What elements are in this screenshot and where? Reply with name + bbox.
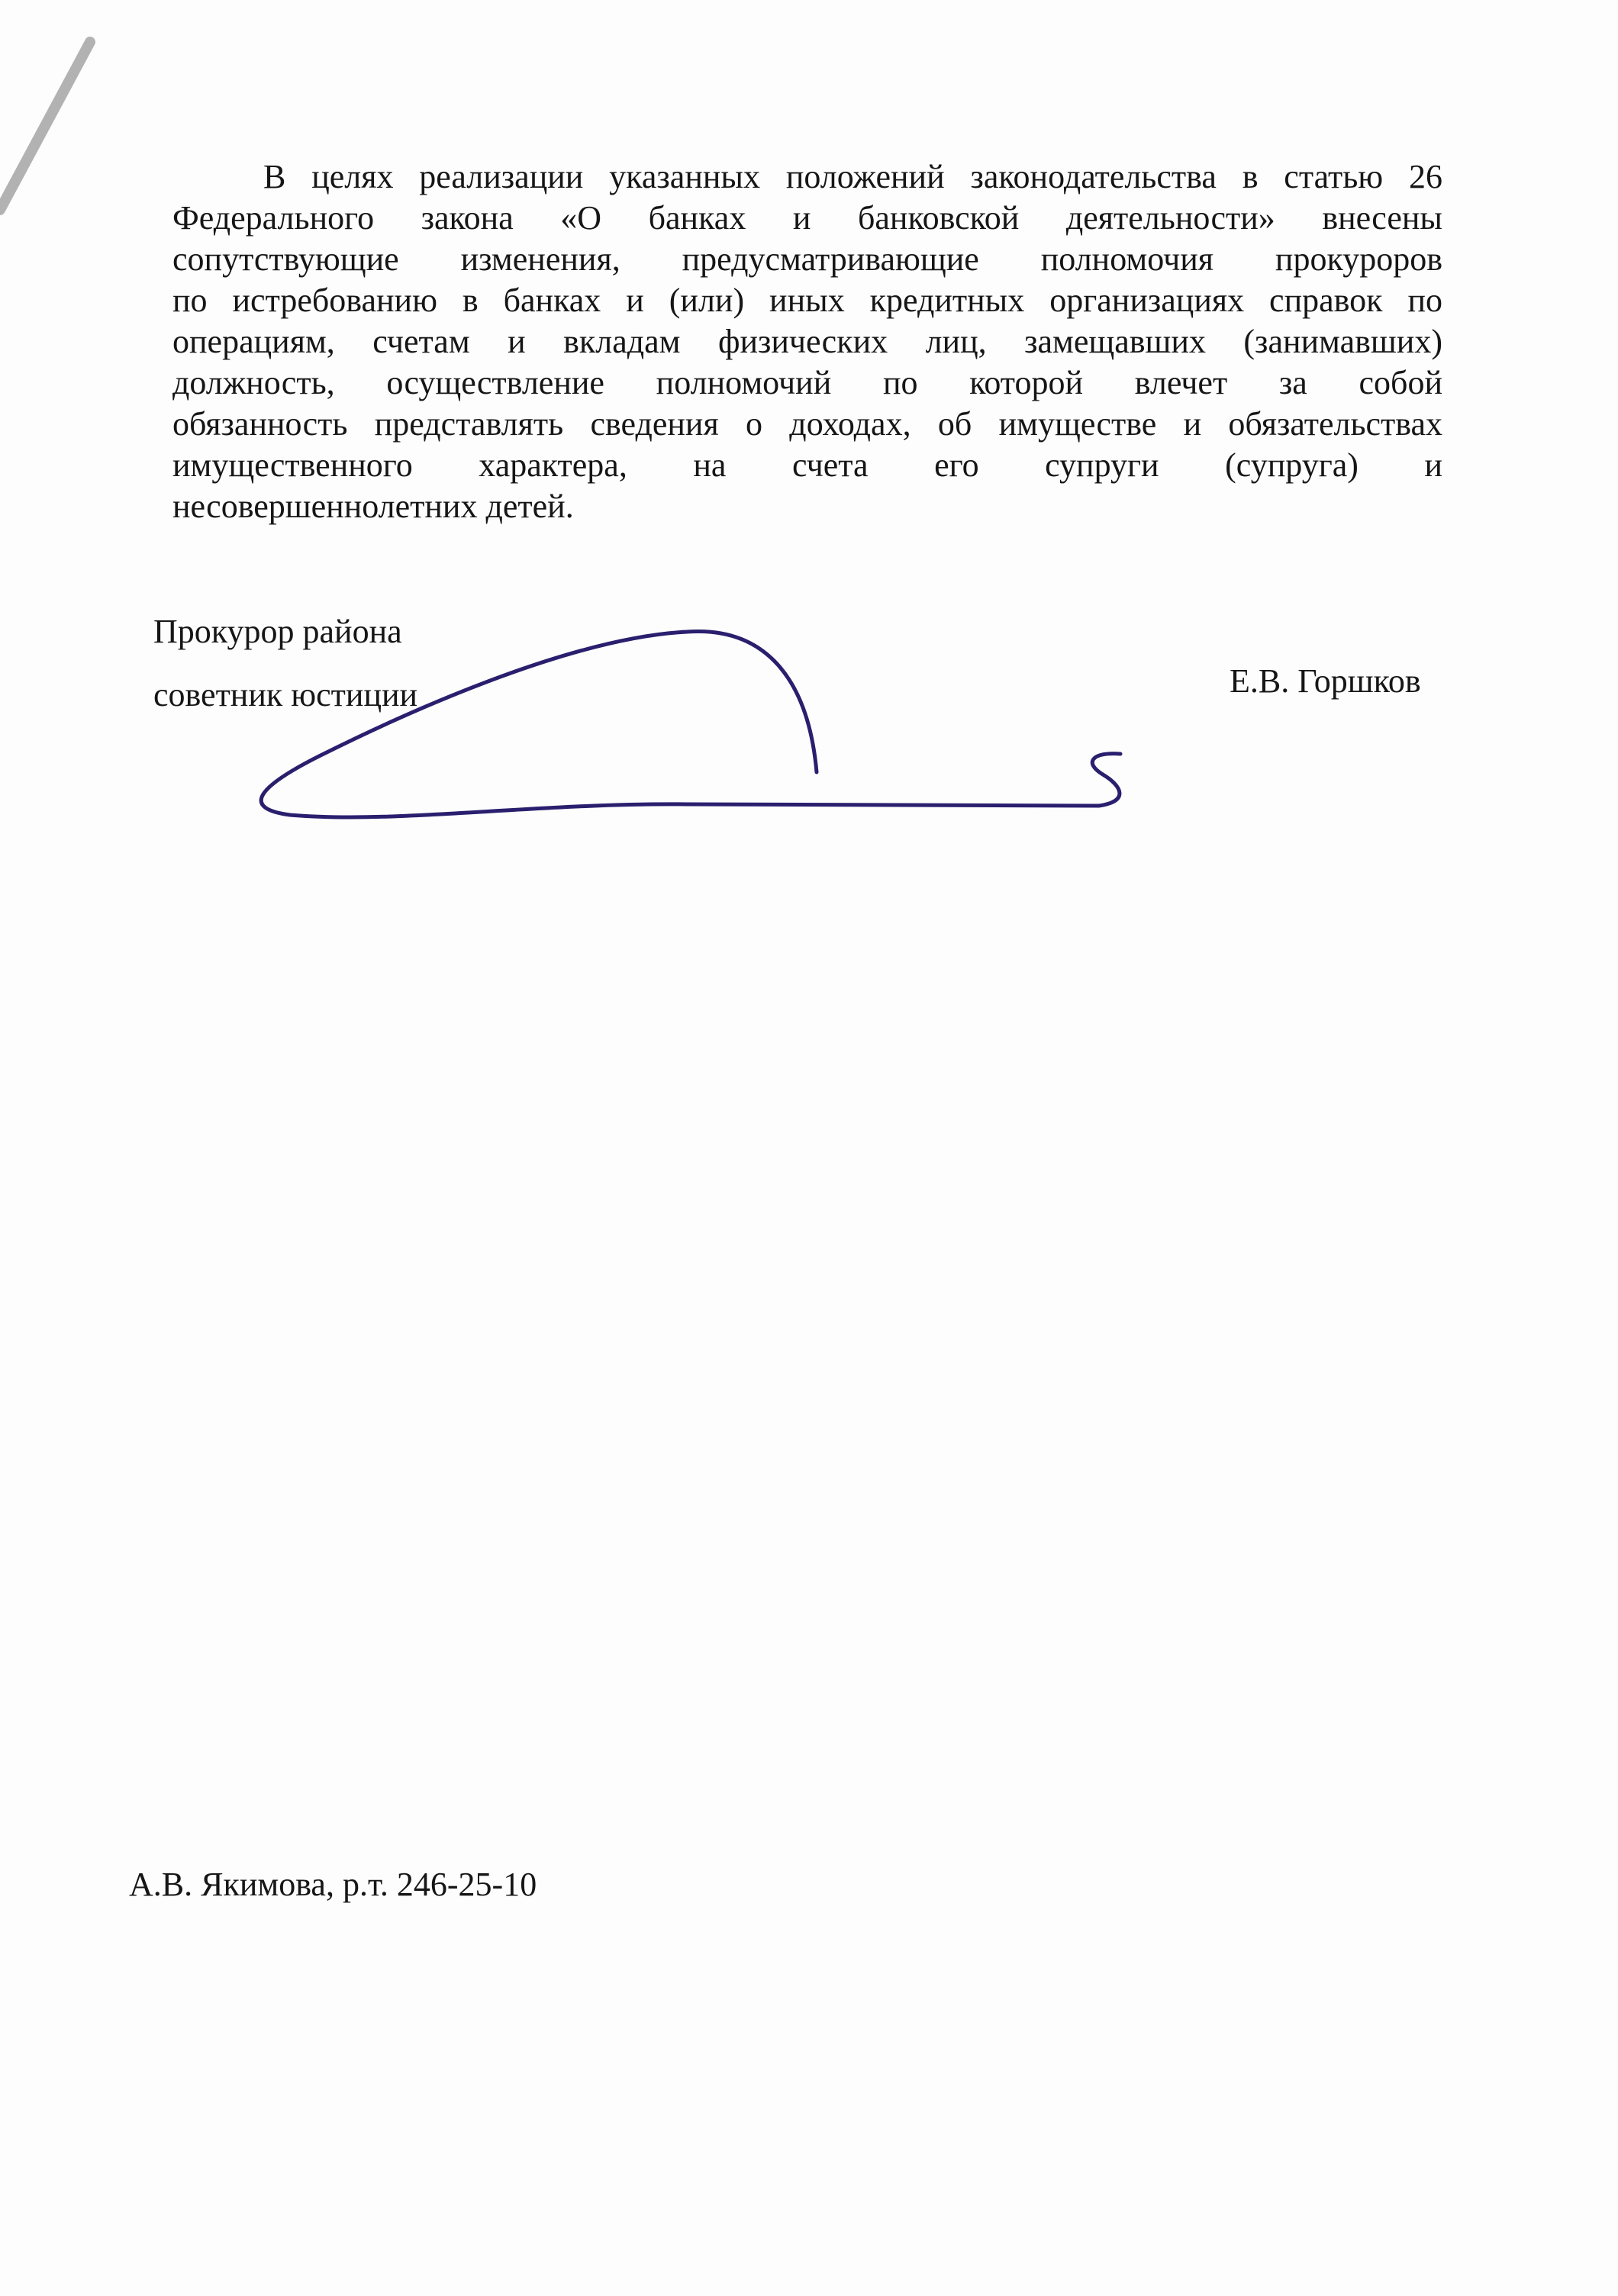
paragraph-line: имущественного характера, на счета его супруги (супруга) и <box>172 446 1442 484</box>
signer-rank: советник юстиции <box>153 676 418 713</box>
paragraph-line: несовершеннолетних детей. <box>172 488 574 525</box>
signer-name: Е.В. Горшков <box>1230 662 1421 700</box>
handwritten-signature <box>0 0 1618 916</box>
paragraph-line: В целях реализации указанных положений законодательства в статью 26 <box>263 158 1442 195</box>
paragraph-line: по истребованию в банках и (или) иных кредитных организациях справок по <box>172 282 1442 319</box>
paragraph-line: Федерального закона «О банках и банковской деятельности» внесены <box>172 199 1442 237</box>
signer-position: Прокурор района <box>153 613 402 650</box>
paragraph-line: сопутствующие изменения, предусматривающие полномочия прокуроров <box>172 240 1442 278</box>
paragraph-line: должность, осуществление полномочий по которой влечет за собой <box>172 364 1442 401</box>
paragraph-line: операциям, счетам и вкладам физических лиц, замещавших (занимавших) <box>172 323 1442 360</box>
executor-contact: А.В. Якимова, р.т. 246-25-10 <box>129 1866 537 1903</box>
paragraph-line: обязанность представлять сведения о доходах, об имуществе и обязательствах <box>172 405 1442 443</box>
